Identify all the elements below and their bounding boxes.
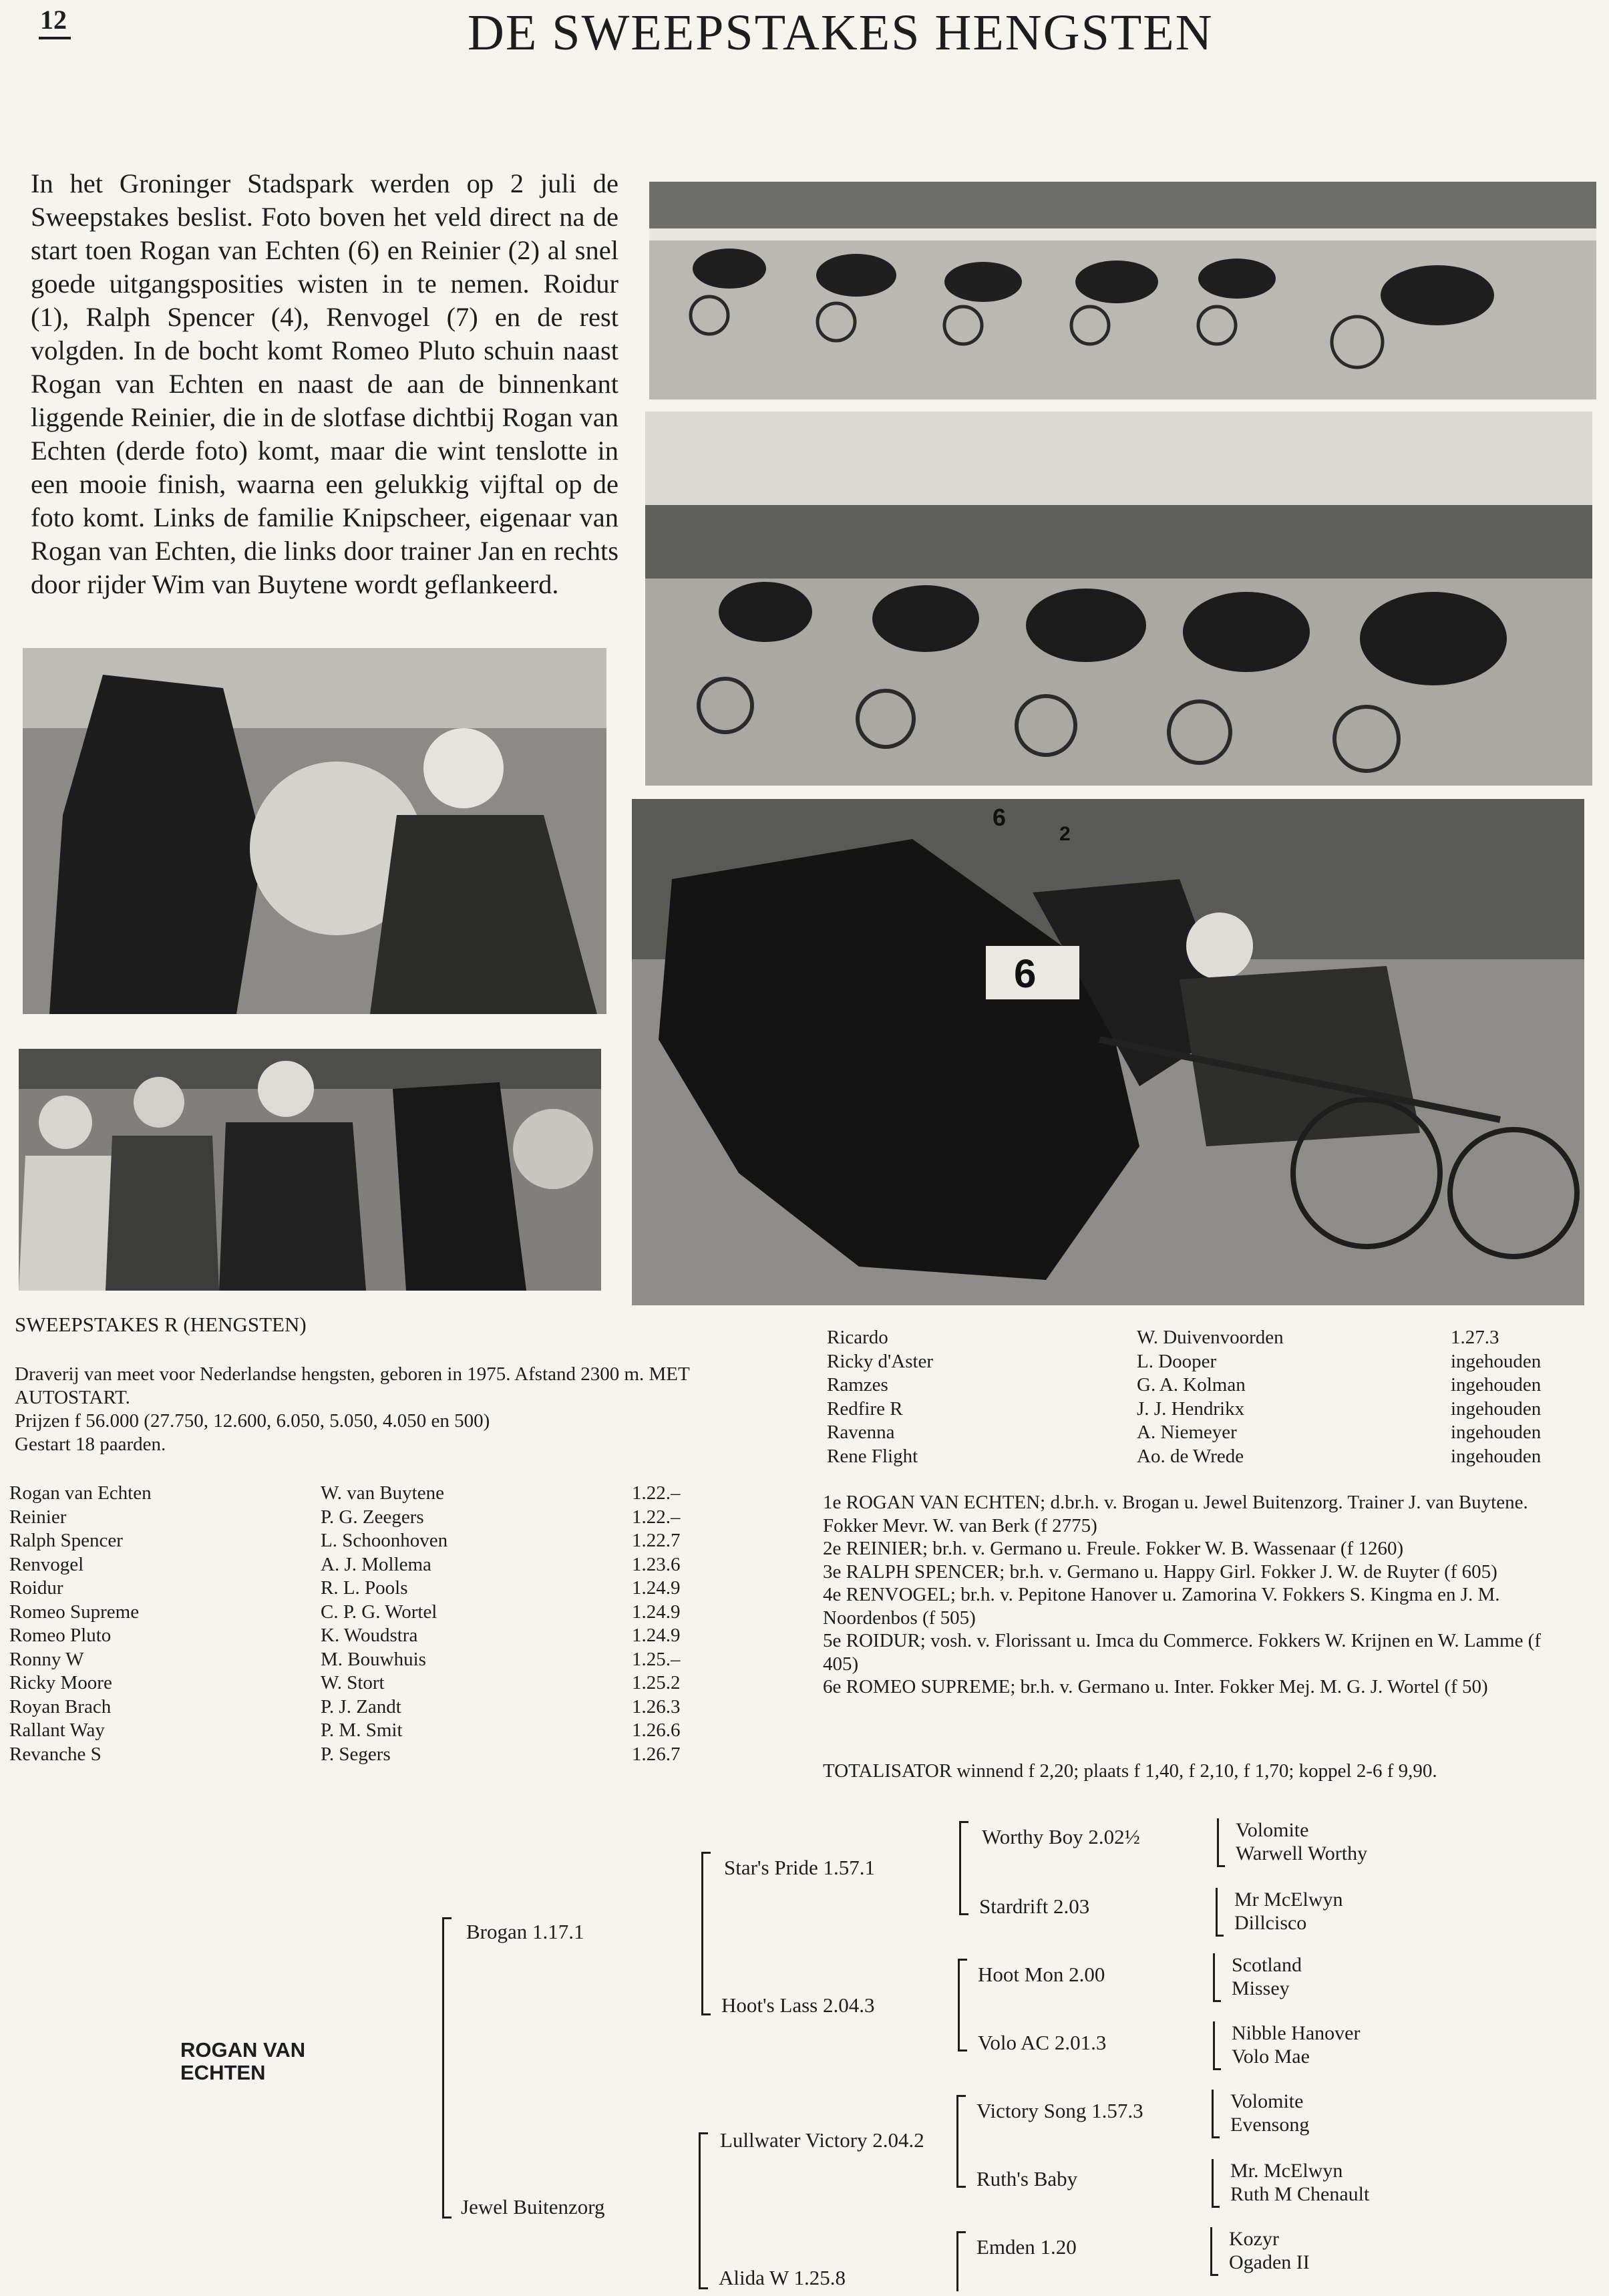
- pedigree-gen3-1: Worthy Boy 2.02½: [982, 1825, 1140, 1848]
- driver-name: A. J. Mollema: [321, 1553, 431, 1575]
- placings-list: [823, 1491, 1571, 1699]
- placing-entry: [823, 1491, 1571, 1537]
- pedigree-dam: Jewel Buitenzorg: [461, 2195, 605, 2219]
- driver-name: P. J. Zandt: [321, 1695, 401, 1717]
- race-time: 1.22.–: [632, 1506, 681, 1528]
- photo-winner-bouquet: [23, 648, 606, 1014]
- horse-name: Ronny W: [9, 1648, 84, 1670]
- horse-name: Royan Brach: [9, 1695, 112, 1717]
- race-time: ingehouden: [1451, 1445, 1542, 1467]
- race-prizes: Prijzen f 56.000 (27.750, 12.600, 6.050, 5.050, 4.050 en 500): [15, 1410, 490, 1432]
- placing-entry: [823, 1583, 1571, 1629]
- driver-name: G. A. Kolman: [1137, 1374, 1246, 1396]
- race-time: 1.22.7: [632, 1530, 681, 1551]
- result-row: [827, 1398, 1564, 1422]
- page-title: DE SWEEPSTAKES HENGSTEN: [468, 5, 1214, 61]
- placing-entry: [823, 1561, 1571, 1584]
- pedigree-gen4-7: Kozyr Ogaden II: [1229, 2228, 1310, 2273]
- driver-name: W. Duivenvoorden: [1137, 1327, 1284, 1348]
- placing-label: 1e: [823, 1492, 842, 1513]
- horse-name: Ramzes: [827, 1374, 888, 1396]
- race-time: 1.23.6: [632, 1553, 681, 1575]
- horse-name: Renvogel: [9, 1553, 84, 1575]
- pedigree-gen3-4: Volo AC 2.01.3: [978, 2031, 1107, 2054]
- placing-label: 2e: [823, 1538, 842, 1559]
- race-time: 1.26.6: [632, 1719, 681, 1741]
- pedigree-gen4-4: Nibble Hanover Volo Mae: [1232, 2022, 1361, 2068]
- race-time: 1.22.–: [632, 1482, 681, 1504]
- pedigree-gen4-3: Scotland Missey: [1232, 1954, 1302, 1999]
- pedigree-horse-name: ROGAN VAN ECHTEN: [180, 2038, 306, 2084]
- pedigree-gen3-7: Emden 1.20: [976, 2235, 1077, 2259]
- pedigree-gen2-3: Lullwater Victory 2.04.2: [720, 2128, 924, 2152]
- saddle-number-left: 6: [993, 804, 1007, 831]
- result-row: [9, 1624, 712, 1648]
- placing-entry: [823, 1537, 1571, 1561]
- race-time: 1.27.3: [1451, 1327, 1499, 1348]
- results-table: [9, 1482, 712, 1766]
- pedigree-gen2-1: Star's Pride 1.57.1: [724, 1856, 876, 1879]
- placing-entry: [823, 1629, 1571, 1675]
- horse-name: Rogan van Echten: [9, 1482, 152, 1504]
- driver-name: P. G. Zeegers: [321, 1506, 424, 1528]
- pedigree-gen4-5: Volomite Evensong: [1230, 2090, 1310, 2136]
- result-row: [9, 1648, 712, 1672]
- race-time: ingehouden: [1451, 1398, 1542, 1420]
- intro-paragraph: In het Groninger Stadspark werden op 2 juli de Sweepstakes beslist. Foto boven het veld direct na de start toen Rogan van Echten (6) en Reinier (2) al snel goede uitgangsposities wisten in te nemen. Roidur (1), Ralph Spencer (4), Renvogel (7) en de rest volgden. In de bocht komt Romeo Pluto schuin naast Rogan van Echten en naast de aan de binnenkant liggende Reinier, die in de slotfase dichtbij Rogan van Echten (derde foto) komt, maar die wint tenslotte in een mooie finish, waarna een gelukkig vijftal op de foto komt. Links de familie Knipscheer, eigenaar van Rogan van Echten, die links door trainer Jan en rechts door rijder Wim van Buytene wordt geflankeerd.: [31, 168, 618, 599]
- placing-text: REINIER; br.h. v. Germano u. Freule. Fokker W. B. Wassenaar (f 1260): [846, 1538, 1404, 1559]
- race-bib-number: 6: [1014, 951, 1037, 996]
- race-description: [15, 1363, 776, 1456]
- photo-race-start: [649, 182, 1596, 399]
- race-time: 1.26.3: [632, 1695, 681, 1717]
- result-row: [827, 1421, 1564, 1445]
- result-row: [9, 1529, 712, 1553]
- result-row: [9, 1719, 712, 1743]
- pedigree-gen4-6: Mr. McElwyn Ruth M Chenault: [1230, 2160, 1370, 2205]
- race-time: ingehouden: [1451, 1422, 1542, 1443]
- driver-name: W. van Buytene: [321, 1482, 444, 1504]
- result-row: [827, 1373, 1564, 1398]
- result-row: [827, 1326, 1564, 1350]
- placing-text: RENVOGEL; br.h. v. Pepitone Hanover u. Zamorina V. Fokkers S. Kingma en J. M. Noordenbos (f 505): [823, 1584, 1500, 1629]
- result-row: [9, 1695, 712, 1719]
- result-row: [9, 1601, 712, 1625]
- race-title: SWEEPSTAKES R (HENGSTEN): [15, 1313, 307, 1336]
- placing-text: ROGAN VAN ECHTEN; d.br.h. v. Brogan u. Jewel Buitenzorg. Trainer J. van Buytene. Fokker Mevr. W. van Berk (f 2775): [823, 1492, 1528, 1536]
- driver-name: P. Segers: [321, 1743, 391, 1765]
- pedigree-gen2-2: Hoot's Lass 2.04.3: [721, 1993, 875, 2017]
- race-started: Gestart 18 paarden.: [15, 1434, 166, 1455]
- placing-label: 6e: [823, 1676, 842, 1697]
- totalisator: TOTALISATOR winnend f 2,20; plaats f 1,40, f 2,10, f 1,70; koppel 2-6 f 9,90.: [823, 1760, 1437, 1782]
- race-time: 1.24.9: [632, 1577, 681, 1599]
- driver-name: A. Niemeyer: [1137, 1422, 1237, 1443]
- pedigree-gen3-2: Stardrift 2.03: [979, 1895, 1090, 1918]
- results-table-continued: [827, 1326, 1564, 1468]
- horse-name: Reinier: [9, 1506, 67, 1528]
- horse-name: Ralph Spencer: [9, 1530, 123, 1551]
- pedigree-sire: Brogan 1.17.1: [466, 1920, 584, 1943]
- race-time: 1.26.7: [632, 1743, 681, 1765]
- race-time: 1.25.–: [632, 1648, 681, 1670]
- driver-name: M. Bouwhuis: [321, 1648, 426, 1670]
- placing-label: 3e: [823, 1561, 842, 1583]
- pedigree-gen2-4: Alida W 1.25.8: [719, 2266, 846, 2289]
- result-row: [9, 1671, 712, 1695]
- horse-name: Ricky d'Aster: [827, 1350, 934, 1372]
- result-row: [9, 1482, 712, 1506]
- horse-name: Roidur: [9, 1577, 63, 1599]
- photo-owners-family: [19, 1049, 601, 1291]
- driver-name: R. L. Pools: [321, 1577, 408, 1599]
- horse-name: Rallant Way: [9, 1719, 105, 1741]
- pedigree-gen3-6: Ruth's Baby: [976, 2167, 1078, 2190]
- driver-name: Ao. de Wrede: [1137, 1445, 1244, 1467]
- driver-name: L. Schoonhoven: [321, 1530, 448, 1551]
- pedigree-gen3-3: Hoot Mon 2.00: [978, 1963, 1105, 1986]
- horse-name: Ricky Moore: [9, 1672, 112, 1693]
- placing-text: ROMEO SUPREME; br.h. v. Germano u. Inter. Fokker Mej. M. G. J. Wortel (f 50): [846, 1676, 1488, 1697]
- placing-text: ROIDUR; vosh. v. Florissant u. Imca du Commerce. Fokkers W. Krijnen en W. Lamme (f 405): [823, 1630, 1541, 1675]
- driver-name: C. P. G. Wortel: [321, 1601, 437, 1623]
- race-time: 1.24.9: [632, 1625, 681, 1646]
- placing-label: 4e: [823, 1584, 842, 1605]
- placing-text: RALPH SPENCER; br.h. v. Germano u. Happy Girl. Fokker J. W. de Ruyter (f 605): [846, 1561, 1497, 1583]
- race-time: ingehouden: [1451, 1350, 1542, 1372]
- race-time: 1.24.9: [632, 1601, 681, 1623]
- horse-name: Romeo Supreme: [9, 1601, 140, 1623]
- horse-name: Ravenna: [827, 1422, 895, 1443]
- horse-name: Romeo Pluto: [9, 1625, 112, 1646]
- result-row: [9, 1553, 712, 1577]
- horse-name: Rene Flight: [827, 1445, 918, 1467]
- horse-name: Ricardo: [827, 1327, 888, 1348]
- saddle-number-right: 2: [1059, 823, 1071, 845]
- pedigree-gen3-5: Victory Song 1.57.3: [976, 2099, 1143, 2122]
- pedigree-gen4-2: Mr McElwyn Dillcisco: [1234, 1889, 1343, 1934]
- driver-name: W. Stort: [321, 1672, 385, 1693]
- result-row: [9, 1506, 712, 1530]
- race-conditions: Draverij van meet voor Nederlandse hengsten, geboren in 1975. Afstand 2300 m. MET AUTOSTART.: [15, 1363, 690, 1408]
- result-row: [827, 1445, 1564, 1469]
- photo-race-bend: [645, 412, 1592, 786]
- driver-name: P. M. Smit: [321, 1719, 403, 1741]
- horse-name: Revanche S: [9, 1743, 102, 1765]
- photo-finish: [632, 799, 1584, 1305]
- race-time: ingehouden: [1451, 1374, 1542, 1396]
- race-time: 1.25.2: [632, 1672, 681, 1693]
- result-row: [9, 1743, 712, 1767]
- result-row: [827, 1350, 1564, 1374]
- placing-entry: [823, 1675, 1571, 1699]
- driver-name: J. J. Hendrikx: [1137, 1398, 1245, 1420]
- horse-name: Redfire R: [827, 1398, 903, 1420]
- pedigree-gen4-1: Volomite Warwell Worthy: [1236, 1819, 1368, 1864]
- driver-name: K. Woudstra: [321, 1625, 418, 1646]
- driver-name: L. Dooper: [1137, 1350, 1217, 1372]
- placing-label: 5e: [823, 1630, 842, 1651]
- page-number: 12: [39, 4, 71, 39]
- result-row: [9, 1577, 712, 1601]
